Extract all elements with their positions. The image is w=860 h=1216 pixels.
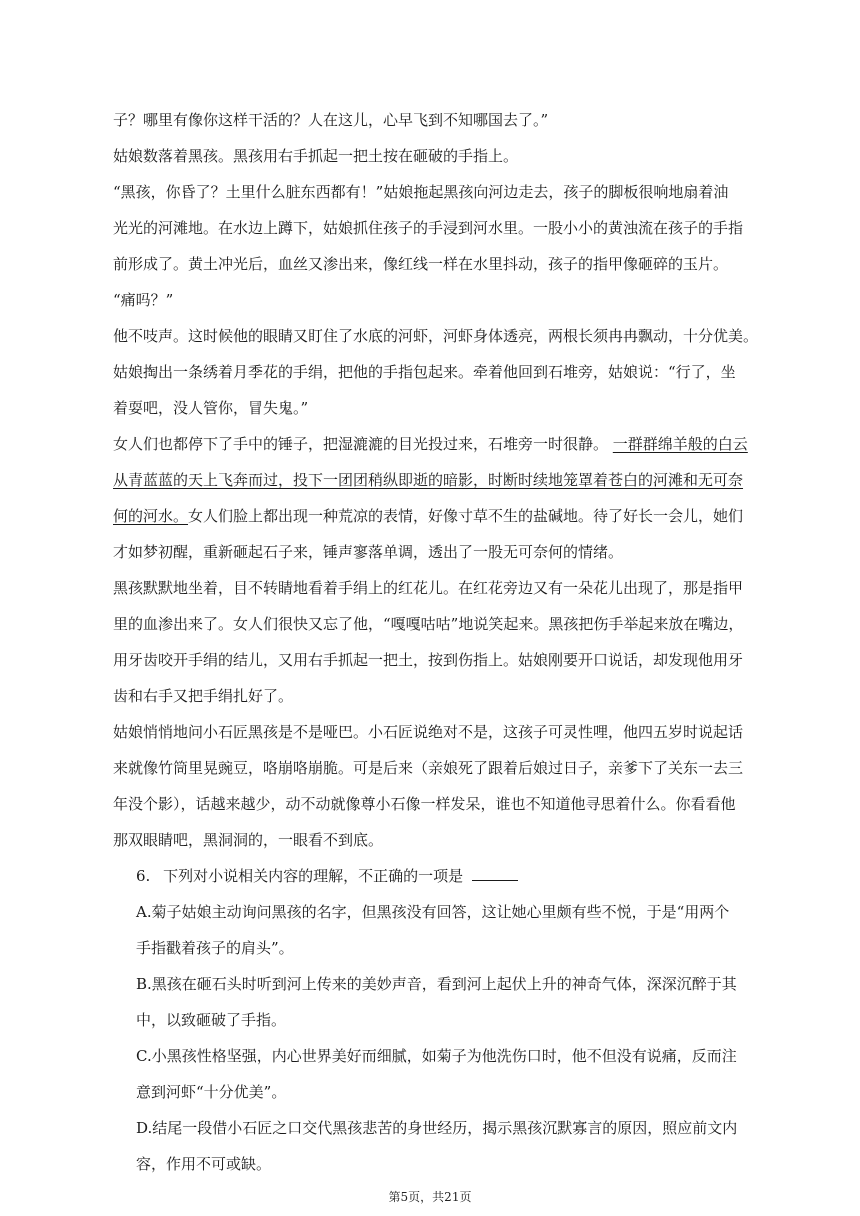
paragraph-line: 着耍吧，没人管你，冒失鬼。” bbox=[113, 399, 309, 417]
paragraph-line: 姑娘数落着黑孩。黑孩用右手抓起一把土按在砸破的手指上。 bbox=[113, 147, 519, 165]
paragraph-line: 来就像竹筒里晃豌豆，咯崩咯崩脆。可是后来（亲娘死了跟着后娘过日子，亲爹下了关东一去三 bbox=[113, 759, 744, 777]
paragraph-line: 那双眼睛吧，黑洞洞的，一眼看不到底。 bbox=[113, 831, 384, 849]
option-a-line: A.菊子姑娘主动询问黑孩的名字，但黑孩没有回答，这让她心里颇有些不悦，于是“用两个 bbox=[136, 903, 730, 921]
paragraph-line bbox=[113, 434, 753, 454]
paragraph-line: 里的血渗出来了。女人们很快又忘了他，“嘎嘎咕咕”地说笑起来。黑孩把伤手举起来放在嘴边， bbox=[113, 615, 744, 633]
paragraph-line: 用牙齿咬开手绢的结儿，又用右手抓起一把土，按到伤指上。姑娘刚要开口说话，却发现他用牙 bbox=[113, 651, 744, 669]
option-d-line: D.结尾一段借小石匠之口交代黑孩悲苦的身世经历，揭示黑孩沉默寡言的原因，照应前文内 bbox=[136, 1119, 738, 1137]
option-a-line: 手指戳着孩子的肩头”。 bbox=[136, 939, 294, 957]
paragraph-line: 姑娘悄悄地问小石匠黑孩是不是哑巴。小石匠说绝对不是，这孩子可灵性哩，他四五岁时说起话 bbox=[113, 723, 744, 741]
paragraph-line: 黑孩默默地坐着，目不转睛地看着手绢上的红花儿。在红花旁边又有一朵花儿出现了，那是指甲 bbox=[113, 579, 744, 597]
option-b-line: B.黑孩在砸石头时听到河上传来的美妙声音，看到河上起伏上升的神奇气体，深深沉醉于其 bbox=[136, 975, 737, 993]
paragraph-line bbox=[113, 506, 753, 526]
paragraph-line: 齿和右手又把手绢扎好了。 bbox=[113, 687, 294, 705]
plain-text: 女人们也都停下了手中的锤子，把湿漉漉的目光投过来，石堆旁一时很静。 bbox=[113, 435, 609, 453]
paragraph-line: 光光的河滩地。在水边上蹲下，姑娘抓住孩子的手浸到河水里。一股小小的黄浊流在孩子的手指 bbox=[113, 219, 744, 237]
question-text: 下列对小说相关内容的理解，不正确的一项是 bbox=[163, 867, 464, 885]
paragraph-line bbox=[113, 470, 753, 490]
option-c-line: C.小黑孩性格坚强，内心世界美好而细腻，如菊子为他洗伤口时，他不但没有说痛，反而注 bbox=[136, 1047, 737, 1065]
paragraph-line: 才如梦初醒，重新砸起石子来，锤声寥落单调，透出了一股无可奈何的情绪。 bbox=[113, 543, 624, 561]
paragraph-line: 年没个影），话越来越少，动不动就像尊小石像一样发呆，谁也不知道他寻思着什么。你看看他 bbox=[113, 795, 736, 813]
paragraph-line: “痛吗？” bbox=[113, 291, 174, 309]
paragraph-line: 子？哪里有像你这样干活的？人在这儿，心早飞到不知哪国去了。” bbox=[113, 111, 549, 129]
option-d-line: 容，作用不可或缺。 bbox=[136, 1155, 272, 1173]
underlined-text: 何的河水。 bbox=[113, 507, 189, 525]
underlined-text: 一群群绵羊般的白云 bbox=[612, 435, 748, 453]
paragraph-line: 姑娘掏出一条绣着月季花的手绢，把他的手指包起来。牵着他回到石堆旁，姑娘说：“行了，坐 bbox=[113, 363, 736, 381]
paragraph-line: 前形成了。黄土冲光后，血丝又渗出来，像红线一样在水里抖动，孩子的指甲像砸碎的玉片。 bbox=[113, 255, 729, 273]
question-stem bbox=[136, 866, 776, 886]
plain-text: 女人们脸上都出现一种荒凉的表情，好像寸草不生的盐碱地。待了好长一会儿，她们 bbox=[188, 507, 744, 525]
underlined-text: 从青蓝蓝的天上飞奔而过，投下一团团稍纵即逝的暗影，时断时续地笼罩着苍白的河滩和无可奈 bbox=[113, 471, 744, 489]
paragraph-line: 他不吱声。这时候他的眼睛又盯住了水底的河虾，河虾身体透亮，两根长须冉冉飘动，十分优美。 bbox=[113, 327, 759, 345]
paragraph-line: “黑孩，你昏了？土里什么脏东西都有！”姑娘拖起黑孩向河边走去，孩子的脚板很响地扇着油 bbox=[113, 183, 729, 201]
option-c-line: 意到河虾“十分优美”。 bbox=[136, 1083, 287, 1101]
question-number: 6. bbox=[136, 867, 151, 885]
answer-blank[interactable] bbox=[472, 866, 518, 881]
page-footer: 第5页，共21页 bbox=[388, 1190, 472, 1204]
option-b-line: 中，以致砸破了手指。 bbox=[136, 1011, 287, 1029]
